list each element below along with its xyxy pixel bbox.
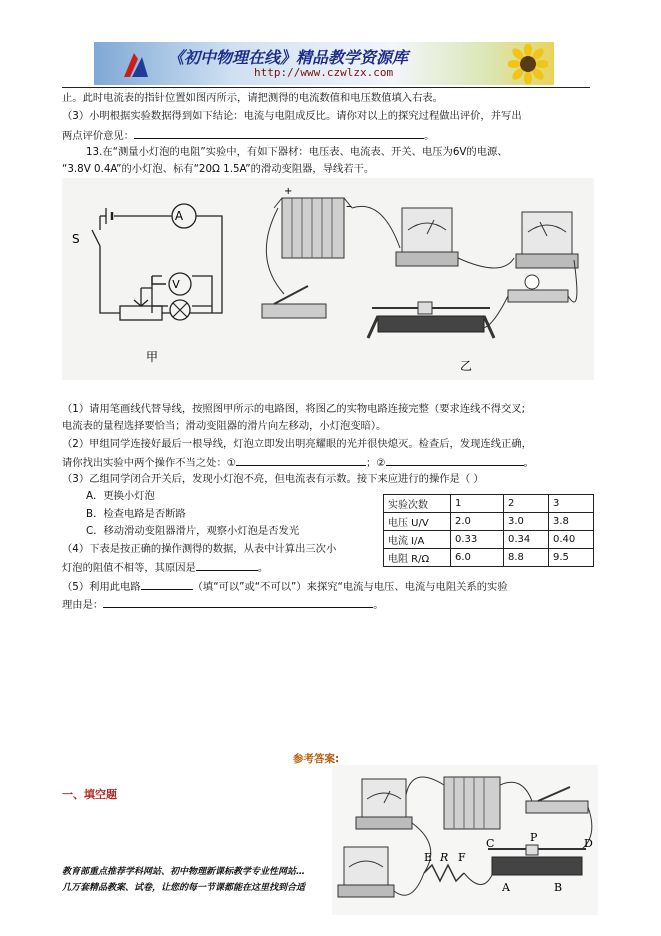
circuit-figure <box>62 178 594 380</box>
text-fragment: ；② <box>365 457 386 469</box>
text-fragment: （填“可以”或“不可以”）来探究“电流与电压、电流与电阻关系的实验 <box>192 581 508 593</box>
answer-blank[interactable] <box>236 454 366 466</box>
answer-blank[interactable] <box>141 578 193 590</box>
label-p: P <box>530 831 538 844</box>
table-cell: 电流 I/A <box>384 531 451 549</box>
text-line: （1）请用笔画线代替导线，按照图甲所示的电路图，将图乙的实物电路连接完整（要求连线不得交叉; <box>62 403 526 415</box>
bulb-device <box>508 275 568 302</box>
switch-device <box>526 787 588 813</box>
text-line: （2）甲组同学连接好最后一根导线，灯泡立即发出明亮耀眼的光并很快熄灭。检查后，发现连线正确， <box>62 438 532 450</box>
option-b: B．检查电路是否断路 <box>86 508 186 520</box>
text-fragment: 请你找出实验中两个操作不当之处：① <box>62 457 236 469</box>
text-line <box>62 596 383 613</box>
table-cell: 3 <box>549 495 594 513</box>
table-row <box>384 531 594 549</box>
ammeter-device <box>396 208 458 266</box>
label-c: C <box>486 837 495 850</box>
battery-pack <box>444 777 500 829</box>
switch-label: S <box>72 232 80 246</box>
rheostat-device <box>488 845 586 875</box>
logo-icon <box>120 49 152 79</box>
section-title: 一、填空题 <box>62 788 117 801</box>
switch-device <box>262 286 326 318</box>
label-e: E <box>424 851 433 864</box>
answer-blank[interactable] <box>386 454 524 466</box>
text-fragment: 。 <box>373 599 384 611</box>
table-row <box>384 513 594 531</box>
option-a: A．更换小灯泡 <box>86 490 155 502</box>
label-a: A <box>502 881 510 894</box>
text-fragment: 灯泡的阻值不相等，其原因是 <box>62 562 196 574</box>
data-table <box>383 494 594 567</box>
answers-title: 参考答案: <box>293 753 340 765</box>
table-cell: 1 <box>451 495 504 513</box>
footer-line: 教育部重点推荐学科网站、初中物理新课标教学专业性网站… <box>62 867 306 877</box>
footer-line: 几万套精品教案、试卷，让您的每一节课都能在这里找到合适 <box>62 883 306 893</box>
table-cell: 8.8 <box>504 549 549 567</box>
rheostat-device <box>368 302 494 338</box>
table-cell: 9.5 <box>549 549 594 567</box>
label-r: R <box>440 851 449 864</box>
ammeter-label: A <box>174 209 184 223</box>
voltmeter-device <box>338 847 394 897</box>
label-b: B <box>554 881 563 894</box>
svg-text:+: + <box>284 186 293 197</box>
text-line <box>62 578 508 595</box>
table-cell: 实验次数 <box>384 495 451 513</box>
text-line: （3）小明根据实验数据得到如下结论：电流与电阻成反比。请你对以上的探究过程做出评价，并写出 <box>62 110 522 122</box>
text-line: 止。此时电流表的指针位置如图丙所示，请把测得的电流数值和电压数值填入右表。 <box>62 92 443 104</box>
text-fragment: 两点评价意见： <box>62 130 135 142</box>
text-line: “3.8V 0.4A”的小灯泡、标有“20Ω 1.5A”的滑动变阻器，导线若干。 <box>62 163 375 175</box>
text-line: 电流表的量程选择要恰当；滑动变阻器的滑片向左移动，小灯泡变暗）。 <box>62 420 387 432</box>
table-cell: 0.40 <box>549 531 594 549</box>
text-line <box>62 454 534 471</box>
header-banner <box>94 42 554 85</box>
voltmeter-device <box>516 212 578 268</box>
text-fragment: （5）利用此电路 <box>62 581 141 593</box>
table-row <box>384 495 594 513</box>
text-fragment: 。 <box>424 130 435 142</box>
answer-blank[interactable] <box>134 127 424 139</box>
answer-circuit-diagram <box>332 765 598 915</box>
table-cell: 2.0 <box>451 513 504 531</box>
text-fragment: 。 <box>523 457 534 469</box>
table-cell: 0.34 <box>504 531 549 549</box>
table-cell: 6.0 <box>451 549 504 567</box>
text-line <box>62 127 434 144</box>
text-fragment: 理由是： <box>62 599 104 611</box>
figure-label-yi: 乙 <box>460 359 473 373</box>
text-line <box>62 559 268 576</box>
answer-blank[interactable] <box>103 596 373 608</box>
table-cell: 2 <box>504 495 549 513</box>
banner-url: http://www.czwlzx.com <box>254 66 394 79</box>
text-line: （4）下表是按正确的操作测得的数据，从表中计算出三次小 <box>62 543 337 555</box>
sunflower-icon <box>508 44 548 84</box>
battery-pack <box>274 186 352 258</box>
label-d: D <box>584 837 593 850</box>
resistor-symbol <box>424 865 464 881</box>
header-divider <box>62 87 590 88</box>
ammeter-device <box>356 779 412 829</box>
voltmeter-label: V <box>172 278 180 291</box>
table-cell: 0.33 <box>451 531 504 549</box>
circuit-diagram <box>62 178 594 380</box>
table-row <box>384 549 594 567</box>
table-cell: 电压 U/V <box>384 513 451 531</box>
text-fragment: 。 <box>257 562 269 574</box>
text-line: 13.在“测量小灯泡的电阻”实验中，有如下器材：电压表、电流表、开关、电压为6V的电源、 <box>86 146 508 158</box>
answer-figure <box>332 765 598 915</box>
option-c: C．移动滑动变阻器滑片，观察小灯泡是否发光 <box>86 525 300 537</box>
text-line: （3）乙组同学闭合开关后，发现小灯泡不亮，但电流表有示数。接下来应进行的操作是（ ） <box>62 473 484 485</box>
table-cell: 3.8 <box>549 513 594 531</box>
banner-title: 《初中物理在线》精品教学资源库 <box>168 48 409 67</box>
answer-blank[interactable] <box>196 559 258 571</box>
table-cell: 3.0 <box>504 513 549 531</box>
table-cell: 电阻 R/Ω <box>384 549 451 567</box>
svg-text:–: – <box>346 199 352 213</box>
figure-label-jia: 甲 <box>146 350 159 364</box>
label-f: F <box>458 851 466 864</box>
